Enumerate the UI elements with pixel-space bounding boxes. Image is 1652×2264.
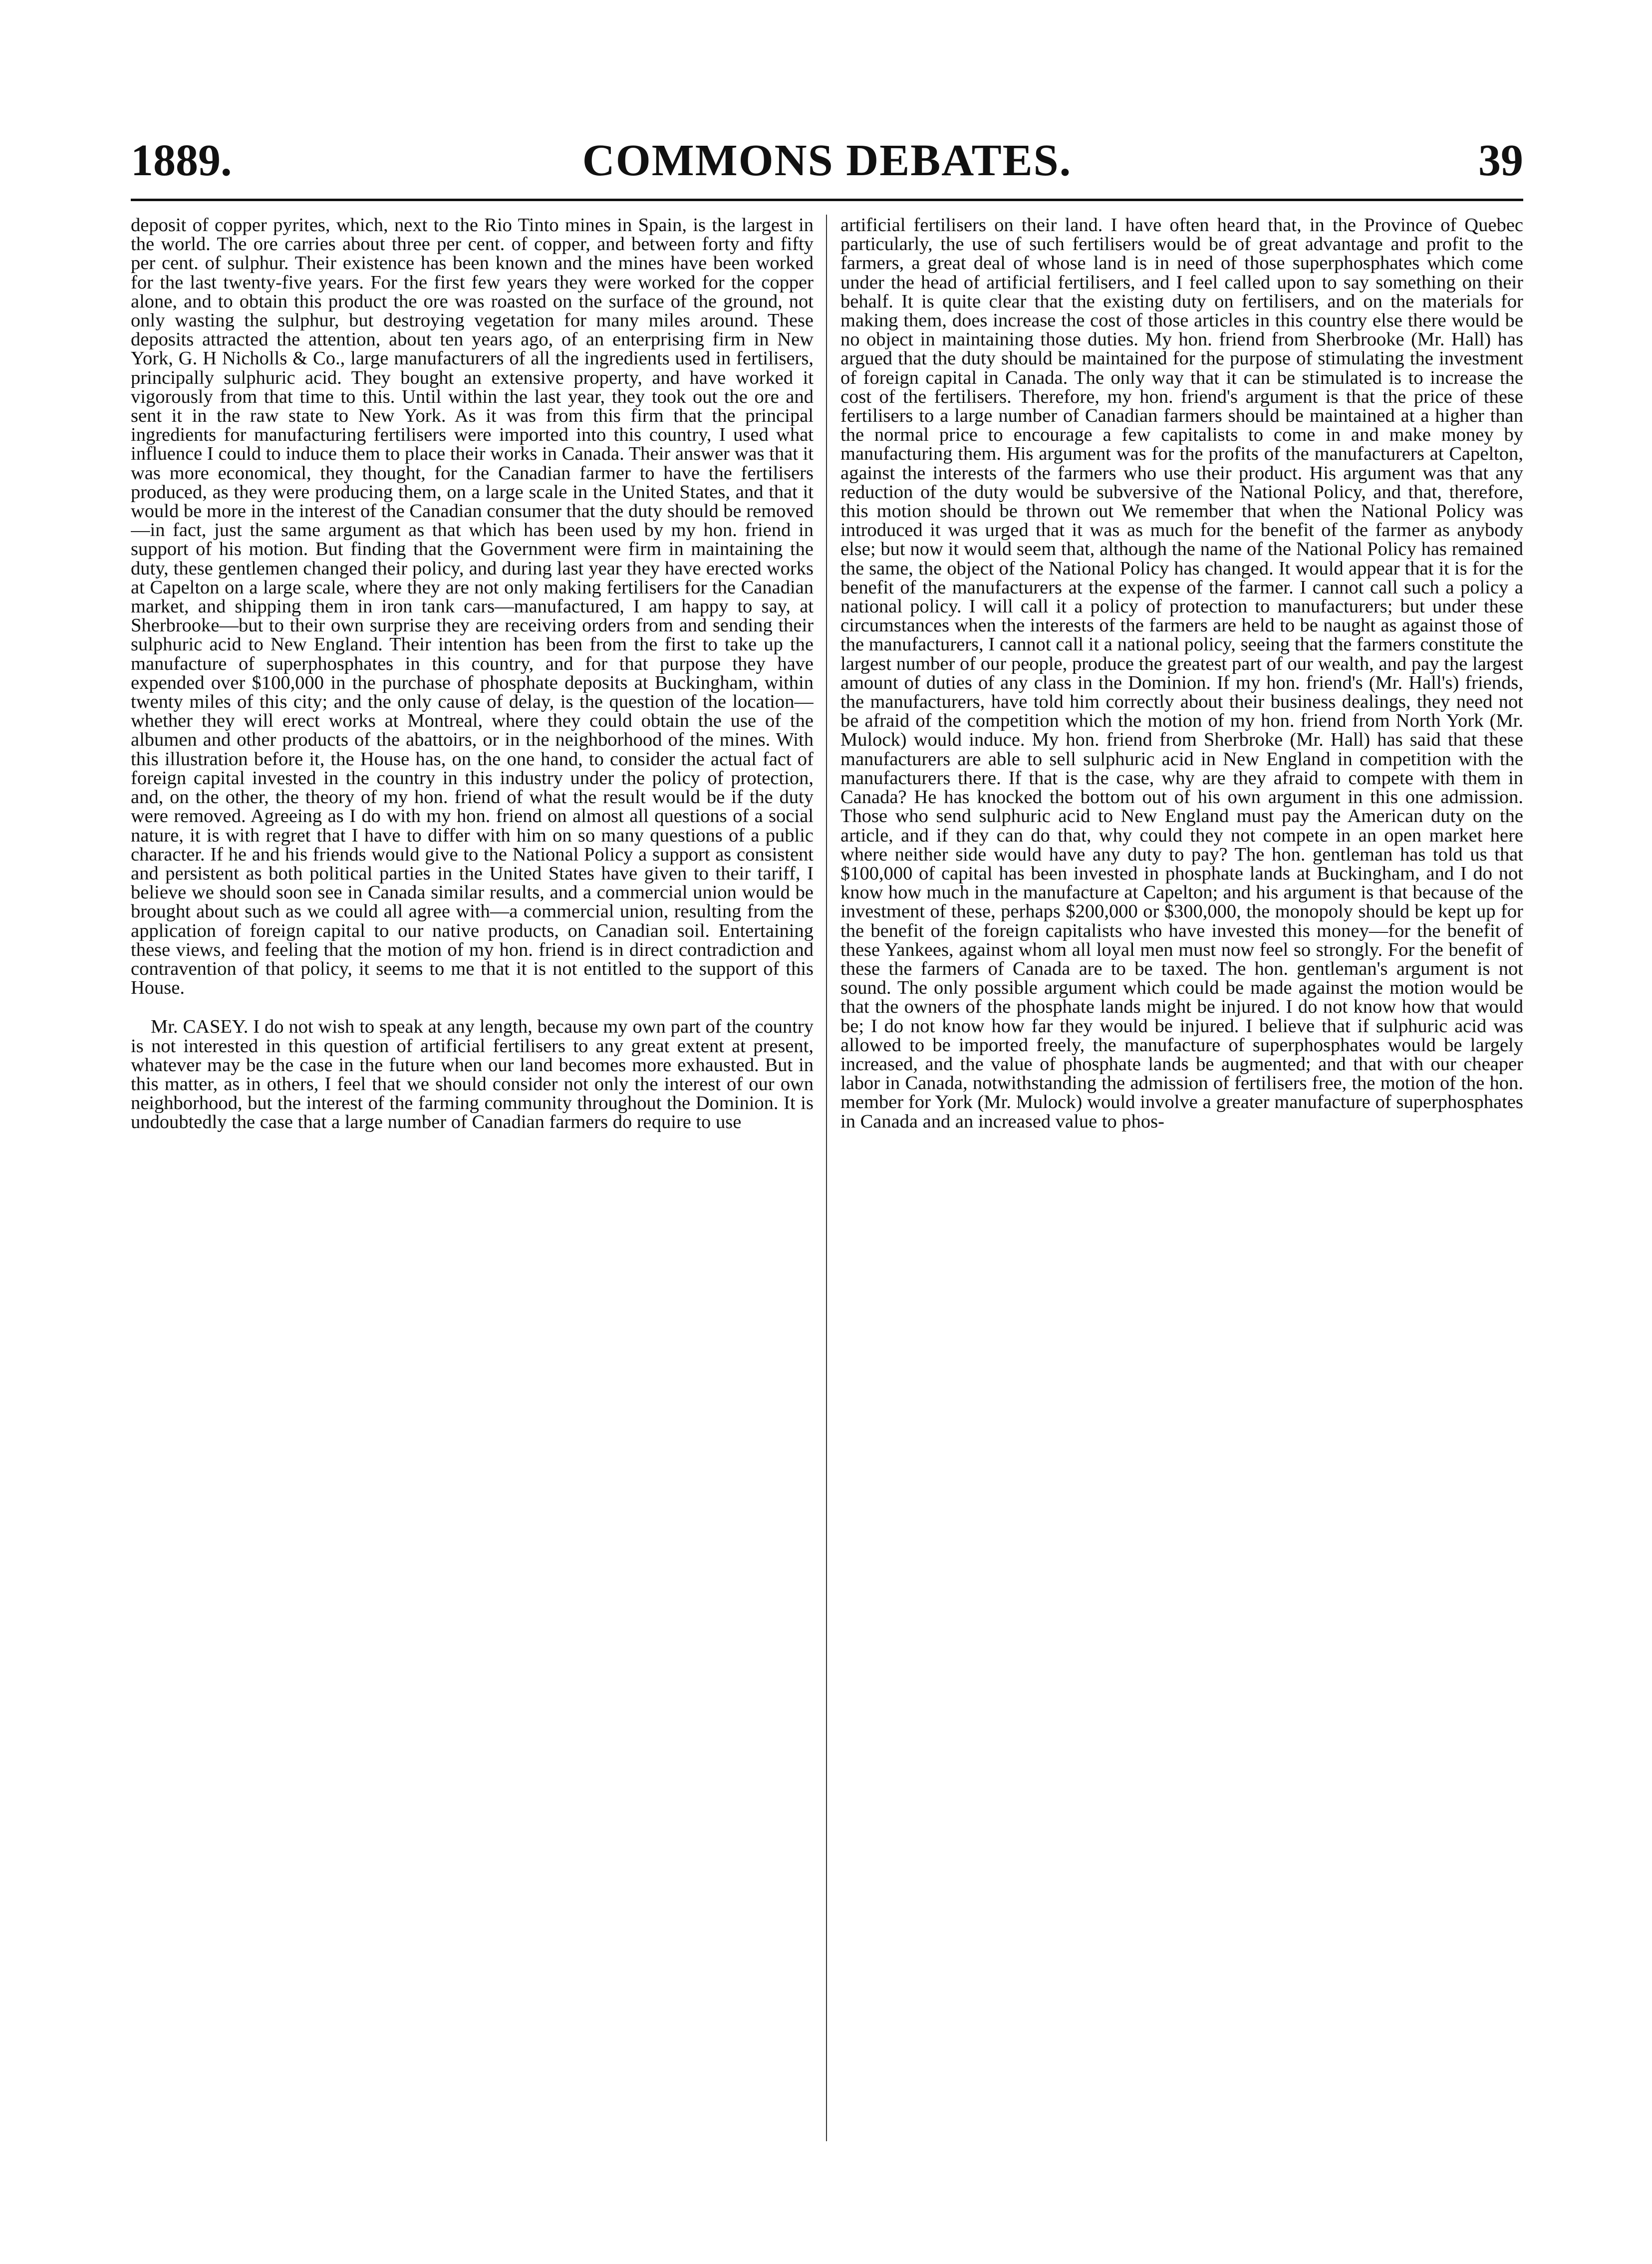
page-number: 39 <box>1478 136 1523 185</box>
speaker-name: Mr. CASEY. <box>151 1016 249 1038</box>
left-paragraph-2-text: I do not wish to speak at any length, because my own part of the country is not interested in this question of artificial fertilisers to any great extent at present, whatever may be the case in the future when our land becomes more exhausted. But in this matter, as in others, I feel that we should consider not only the interest of our own neighborhood, but the interest of the farming community throughout the Dominion. It is undoubtedly the case that a large number of Canadian farmers do require to use <box>131 1016 814 1133</box>
column-divider <box>826 215 827 2141</box>
left-column <box>131 216 814 2207</box>
left-paragraph-2 <box>131 1017 814 1132</box>
right-column <box>840 216 1523 2207</box>
left-paragraph-1: deposit of copper pyrites, which, next to the Rio Tinto mines in Spain, is the largest in the world. The ore carries about three per cent. of copper, and between forty and fifty per cent. of sulphur. Their existence has been known and the mines have been worked for the last twenty-five years. For the first few years they were worked for the copper alone, and to obtain this product the ore was roasted on the surface of the ground, not only wasting the sulphur, but destroying vegetation for many miles around. These deposits attracted the attention, about ten years ago, of an enterprising firm in New York, G. H Nicholls & Co., large manufacturers of all the ingredients used in fertilisers, principally sulphuric acid. They bought an extensive property, and have worked it vigorously from that time to this. Until within the last year, they took out the ore and sent it in the raw state to New York. As it was from this firm that the principal ingredients for manufacturing fertilisers were imported into this country, I used what influence I could to induce them to place their works in Canada. Their answer was that it was more economical, they thought, for the Canadian farmer to have the fertilisers produced, as they were producing them, on a large scale in the United States, and that it would be more in the interest of the Canadian consumer that the duty should be removed—in fact, just the same argument as that which has been used by my hon. friend in support of his motion. But finding that the Government were firm in maintaining the duty, these gentlemen changed their policy, and during last year they have erected works at Capelton on a large scale, where they are not only making fertilisers for the Canadian market, and shipping them in iron tank cars—manufactured, I am happy to say, at Sherbrooke—but to their own surprise they are receiving orders from and sending their sulphuric acid to New England. Their intention has been from the first to take up the manufacture of superphosphates in this country, and for that purpose they have expended over $100,000 in the purchase of phosphate deposits at Buckingham, within twenty miles of this city; and the only cause of delay, is the question of the location—whether they will erect works at Montreal, where they could obtain the use of the albumen and other products of the abattoirs, or in the neighborhood of the mines. With this illustration before it, the House has, on the one hand, to consider the actual fact of foreign capital invested in the country in this industry under the policy of protection, and, on the other, the theory of my hon. friend of what the result would be if the duty were removed. Agreeing as I do with my hon. friend on almost all questions of a social nature, it is with regret that I have to differ with him on so many questions of a public character. If he and his friends would give to the National Policy a support as consistent and persistent as both political parties in the United States have given to their tariff, I believe we should soon see in Canada similar results, and a commercial union would be brought about such as we could all agree with—a commercial union, resulting from the application of foreign capital to our native products, on Canadian soil. Entertaining these views, and feeling that the motion of my hon. friend is in direct contradiction and contravention of that policy, it seems to me that it is not entitled to the support of this House. <box>131 216 814 999</box>
page-title: COMMONS DEBATES. <box>582 136 1072 185</box>
header-rule <box>131 199 1523 201</box>
page-year: 1889. <box>131 136 232 185</box>
page-header <box>131 136 1523 191</box>
right-paragraph-1: artificial fertilisers on their land. I have often heard that, in the Province of Quebec particularly, the use of such fertilisers would be of great advantage and profit to the farmers, a great deal of whose land is in need of those superphosphates which come under the head of artificial fertilisers, and I feel called upon to say something on their behalf. It is quite clear that the existing duty on fertilisers, and on the materials for making them, does increase the cost of those articles in this country else there would be no object in maintaining those duties. My hon. friend from Sherbrooke (Mr. Hall) has argued that the duty should be maintained for the purpose of stimulating the investment of foreign capital in Canada. The only way that it can be stimulated is to increase the cost of the fertilisers. Therefore, my hon. friend's argument is that the price of these fertilisers to a large number of Canadian farmers should be maintained at a higher than the normal price to encourage a few capitalists to come in and make money by manufacturing them. His argument was for the profits of the manufacturers at Capelton, against the interests of the farmers who use their product. His argument was that any reduction of the duty would be subversive of the National Policy, and that, therefore, this motion should be thrown out We remember that when the National Policy was introduced it was urged that it was as much for the benefit of the farmer as anybody else; but now it would seem that, although the name of the National Policy has remained the same, the object of the National Policy has changed. It would appear that it is for the benefit of the manufacturers at the expense of the farmer. I cannot call such a policy a national policy. I will call it a policy of protection to manufacturers; but under these circumstances when the interests of the farmers are held to be naught as against those of the manufacturers, I cannot call it a national policy, seeing that the farmers constitute the largest number of our people, produce the greatest part of our wealth, and pay the largest amount of duties of any class in the Dominion. If my hon. friend's (Mr. Hall's) friends, the manufacturers, have told him correctly about their business dealings, they need not be afraid of the competition which the motion of my hon. friend from North York (Mr. Mulock) would induce. My hon. friend from Sherbroke (Mr. Hall) has said that these manufacturers are able to sell sulphuric acid in New England in competition with the manufacturers there. If that is the case, why are they afraid to compete with them in Canada? He has knocked the bottom out of his own argument in this one admission. Those who send sulphuric acid to New England must pay the American duty on the article, and if they can do that, why could they not compete in an open market here where neither side would have any duty to pay? The hon. gentleman has told us that $100,000 of capital has been invested in phosphate lands at Buckingham, and I do not know how much in the manufacture at Capelton; and his argument is that because of the investment of these, perhaps $200,000 or $300,000, the monopoly should be kept up for the benefit of the foreign capitalists who have invested this money—for the benefit of these Yankees, against whom all loyal men must now feel so strongly. For the benefit of these the farmers of Canada are to be taxed. The hon. gentleman's argument is not sound. The only possible argument which could be made against the motion would be that the owners of the phosphate lands might be injured. I do not know how that would be; I do not know how far they would be injured. I believe that if sulphuric acid was allowed to be imported freely, the manufacture of superphosphates would be largely increased, and the value of phosphate lands be augmented; and that with our cheaper labor in Canada, notwithstanding the admission of fertilisers free, the motion of the hon. member for York (Mr. Mulock) would involve a greater manufacture of superphosphates in Canada and an increased value to phos- <box>840 216 1523 1132</box>
